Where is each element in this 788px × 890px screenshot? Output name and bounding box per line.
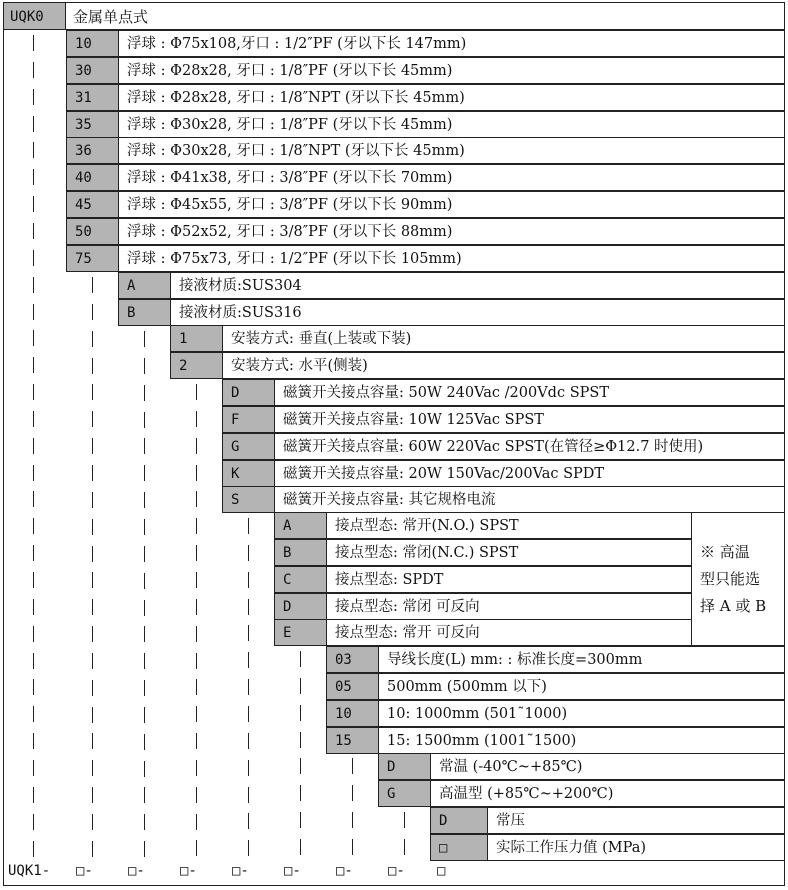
- connector-tick: [33, 706, 34, 722]
- option-description: 高温型 (+85℃~+200℃): [431, 780, 785, 807]
- option-description: 磁簧开关接点容量: 10W 125Vac SPST: [275, 406, 785, 433]
- option-description: 接液材质:SUS316: [171, 299, 785, 326]
- connector-tick: [196, 626, 197, 642]
- connector-tick: [144, 680, 145, 696]
- option-description: 接点型态: 常开 可反向: [327, 619, 692, 646]
- connector-tick: [92, 546, 93, 562]
- connector-tick: [92, 384, 93, 400]
- connector-tick: [196, 679, 197, 695]
- model-slot: □-: [128, 863, 145, 879]
- connector-tick: [196, 706, 197, 722]
- connector-tick: [248, 840, 249, 856]
- option-code: G: [378, 780, 431, 807]
- connector-tick: [33, 653, 34, 669]
- model-slot: □-: [76, 863, 93, 879]
- option-code: □: [430, 834, 488, 861]
- model-slot: □-: [232, 863, 249, 879]
- option-code: 30: [66, 57, 119, 84]
- connector-tick: [144, 519, 145, 535]
- connector-tick: [33, 116, 34, 132]
- connector-tick: [92, 733, 93, 749]
- connector-tick: [300, 839, 301, 855]
- option-description: 磁簧开关接点容量: 其它规格电流: [275, 486, 785, 513]
- connector-tick: [196, 653, 197, 669]
- connector-tick: [248, 813, 249, 829]
- connector-tick: [300, 705, 301, 721]
- connector-tick: [248, 760, 249, 776]
- option-description: 接点型态: 常闭 可反向: [327, 593, 692, 620]
- connector-tick: [248, 733, 249, 749]
- option-code: 10: [326, 700, 379, 727]
- connector-tick: [352, 812, 353, 828]
- connector-tick: [196, 760, 197, 776]
- connector-tick: [33, 411, 34, 427]
- connector-tick: [33, 841, 34, 857]
- option-code: D: [274, 593, 327, 620]
- option-code: 2: [170, 352, 223, 379]
- option-description: 常温 (-40℃~+85℃): [431, 753, 785, 780]
- connector-tick: [300, 732, 301, 748]
- connector-tick: [144, 438, 145, 454]
- option-description: 浮球 : Φ28x28, 牙口 : 1/8″PF (牙以下长 45mm): [119, 57, 785, 84]
- connector-tick: [300, 785, 301, 801]
- option-code: K: [222, 460, 275, 487]
- connector-tick: [33, 814, 34, 830]
- option-code: 10: [66, 30, 119, 57]
- connector-tick: [248, 572, 249, 588]
- connector-tick: [92, 626, 93, 642]
- connector-tick: [352, 758, 353, 774]
- connector-tick: [144, 841, 145, 857]
- connector-tick: [196, 518, 197, 534]
- connector-tick: [300, 651, 301, 667]
- option-code: B: [118, 299, 171, 326]
- model-slot: □-: [284, 863, 301, 879]
- option-code: E: [274, 619, 327, 646]
- connector-tick: [92, 680, 93, 696]
- option-description: 浮球 : Φ45x55, 牙口 : 3/8″PF (牙以下长 90mm): [119, 191, 785, 218]
- model-prefix: UQK1-: [8, 863, 51, 879]
- model-slot: □-: [336, 863, 353, 879]
- option-code: 45: [66, 191, 119, 218]
- note-line: 择 A 或 B: [700, 597, 767, 615]
- connector-tick: [404, 812, 405, 828]
- connector-tick: [33, 572, 34, 588]
- connector-tick: [248, 545, 249, 561]
- connector-tick: [92, 814, 93, 830]
- connector-tick: [33, 223, 34, 239]
- option-description: 浮球 : Φ41x38, 牙口 : 3/8″PF (牙以下长 70mm): [119, 164, 785, 191]
- option-description: 安装方式: 垂直(上装或下装): [223, 325, 785, 352]
- connector-tick: [33, 62, 34, 78]
- connector-tick: [196, 572, 197, 588]
- option-code: 75: [66, 245, 119, 272]
- option-description: 浮球 : Φ30x28, 牙口 : 1/8″NPT (牙以下长 45mm): [119, 137, 785, 164]
- option-description: 接点型态: 常闭(N.C.) SPST: [327, 539, 692, 566]
- connector-tick: [92, 572, 93, 588]
- option-code: 1: [170, 325, 223, 352]
- connector-tick: [144, 653, 145, 669]
- connector-tick: [144, 358, 145, 374]
- connector-tick: [144, 492, 145, 508]
- option-code: D: [222, 379, 275, 406]
- connector-tick: [144, 385, 145, 401]
- connector-tick: [196, 840, 197, 856]
- connector-tick: [196, 545, 197, 561]
- connector-tick: [248, 625, 249, 641]
- connector-tick: [33, 196, 34, 212]
- connector-tick: [144, 734, 145, 750]
- connector-tick: [92, 331, 93, 347]
- connector-tick: [33, 518, 34, 534]
- option-code: D: [378, 753, 431, 780]
- connector-tick: [144, 707, 145, 723]
- note-line: 型只能选: [700, 570, 761, 588]
- option-code: G: [222, 433, 275, 460]
- header-title: 金属单点式: [65, 2, 785, 30]
- connector-tick: [92, 707, 93, 723]
- connector-tick: [92, 519, 93, 535]
- connector-tick: [144, 546, 145, 562]
- connector-tick: [33, 89, 34, 105]
- option-description: 浮球 : Φ30x28, 牙口 : 1/8″PF (牙以下长 45mm): [119, 111, 785, 138]
- connector-tick: [144, 626, 145, 642]
- connector-tick: [33, 438, 34, 454]
- connector-tick: [300, 812, 301, 828]
- connector-tick: [33, 330, 34, 346]
- option-code: C: [274, 566, 327, 593]
- option-description: 浮球 : Φ28x28, 牙口 : 1/8″NPT (牙以下长 45mm): [119, 84, 785, 111]
- option-description: 磁簧开关接点容量: 20W 150Vac/200Vac SPDT: [275, 460, 785, 487]
- connector-tick: [248, 599, 249, 615]
- option-code: 35: [66, 111, 119, 138]
- connector-tick: [196, 491, 197, 507]
- connector-tick: [144, 814, 145, 830]
- model-slot: □-: [388, 863, 405, 879]
- connector-tick: [92, 438, 93, 454]
- option-description: 接点型态: SPDT: [327, 566, 692, 593]
- connector-tick: [352, 785, 353, 801]
- option-code: A: [118, 272, 171, 299]
- connector-tick: [144, 573, 145, 589]
- connector-tick: [33, 465, 34, 481]
- model-slot: □-: [180, 863, 197, 879]
- option-code: 50: [66, 218, 119, 245]
- connector-tick: [33, 35, 34, 51]
- connector-tick: [33, 599, 34, 615]
- connector-tick: [33, 679, 34, 695]
- connector-tick: [92, 653, 93, 669]
- connector-tick: [92, 411, 93, 427]
- connector-tick: [33, 304, 34, 320]
- connector-tick: [33, 142, 34, 158]
- option-description: 浮球 : Φ75x108,牙口 : 1/2″PF (牙以下长 147mm): [119, 30, 785, 57]
- option-description: 接液材质:SUS304: [171, 272, 785, 299]
- connector-tick: [196, 465, 197, 481]
- connector-tick: [248, 679, 249, 695]
- connector-tick: [33, 250, 34, 266]
- connector-tick: [144, 600, 145, 616]
- option-code: F: [222, 406, 275, 433]
- option-description: 安装方式: 水平(侧装): [223, 352, 785, 379]
- connector-tick: [248, 787, 249, 803]
- connector-tick: [33, 545, 34, 561]
- option-description: 浮球 : Φ75x73, 牙口 : 1/2″PF (牙以下长 105mm): [119, 245, 785, 272]
- connector-tick: [248, 518, 249, 534]
- model-slot: □: [437, 863, 446, 879]
- connector-tick: [248, 652, 249, 668]
- connector-tick: [404, 839, 405, 855]
- option-code: B: [274, 539, 327, 566]
- option-code: A: [274, 512, 327, 539]
- option-code: 31: [66, 84, 119, 111]
- connector-tick: [33, 491, 34, 507]
- connector-tick: [92, 304, 93, 320]
- header-code: UQK0: [3, 2, 66, 30]
- connector-tick: [144, 761, 145, 777]
- option-description: 15: 1500mm (1001˜1500): [379, 727, 785, 754]
- connector-tick: [92, 787, 93, 803]
- connector-tick: [33, 626, 34, 642]
- option-description: 磁簧开关接点容量: 60W 220Vac SPST(在管径≥Φ12.7 时使用): [275, 433, 785, 460]
- option-description: 常压: [488, 807, 785, 834]
- connector-tick: [33, 357, 34, 373]
- connector-tick: [300, 758, 301, 774]
- connector-tick: [144, 331, 145, 347]
- option-description: 导线长度(L) mm: : 标准长度=300mm: [379, 646, 785, 673]
- option-description: 500mm (500mm 以下): [379, 673, 785, 700]
- note-line: ※ 高温: [700, 543, 750, 561]
- option-code: S: [222, 486, 275, 513]
- option-code: D: [430, 807, 488, 834]
- connector-tick: [196, 814, 197, 830]
- option-code: 36: [66, 137, 119, 164]
- high-temp-note: [692, 512, 785, 646]
- connector-tick: [33, 760, 34, 776]
- option-code: 40: [66, 164, 119, 191]
- connector-tick: [196, 411, 197, 427]
- connector-tick: [33, 169, 34, 185]
- connector-tick: [92, 465, 93, 481]
- connector-tick: [196, 438, 197, 454]
- option-description: 接点型态: 常开(N.O.) SPST: [327, 512, 692, 539]
- connector-tick: [33, 733, 34, 749]
- connector-tick: [144, 465, 145, 481]
- connector-tick: [92, 760, 93, 776]
- option-code: 05: [326, 673, 379, 700]
- option-description: 实际工作压力值 (MPa): [488, 834, 785, 861]
- connector-tick: [144, 787, 145, 803]
- connector-tick: [33, 277, 34, 293]
- connector-tick: [196, 787, 197, 803]
- connector-tick: [92, 358, 93, 374]
- option-code: 15: [326, 727, 379, 754]
- connector-tick: [33, 787, 34, 803]
- connector-tick: [300, 678, 301, 694]
- connector-tick: [92, 277, 93, 293]
- connector-tick: [92, 492, 93, 508]
- connector-tick: [248, 706, 249, 722]
- connector-tick: [196, 599, 197, 615]
- connector-tick: [92, 599, 93, 615]
- option-description: 浮球 : Φ52x52, 牙口 : 3/8″PF (牙以下长 88mm): [119, 218, 785, 245]
- connector-tick: [92, 841, 93, 857]
- connector-tick: [196, 384, 197, 400]
- option-description: 10: 1000mm (501˜1000): [379, 700, 785, 727]
- option-description: 磁簧开关接点容量: 50W 240Vac /200Vdc SPST: [275, 379, 785, 406]
- option-code: 03: [326, 646, 379, 673]
- connector-tick: [352, 839, 353, 855]
- connector-tick: [33, 384, 34, 400]
- connector-tick: [196, 733, 197, 749]
- connector-tick: [144, 412, 145, 428]
